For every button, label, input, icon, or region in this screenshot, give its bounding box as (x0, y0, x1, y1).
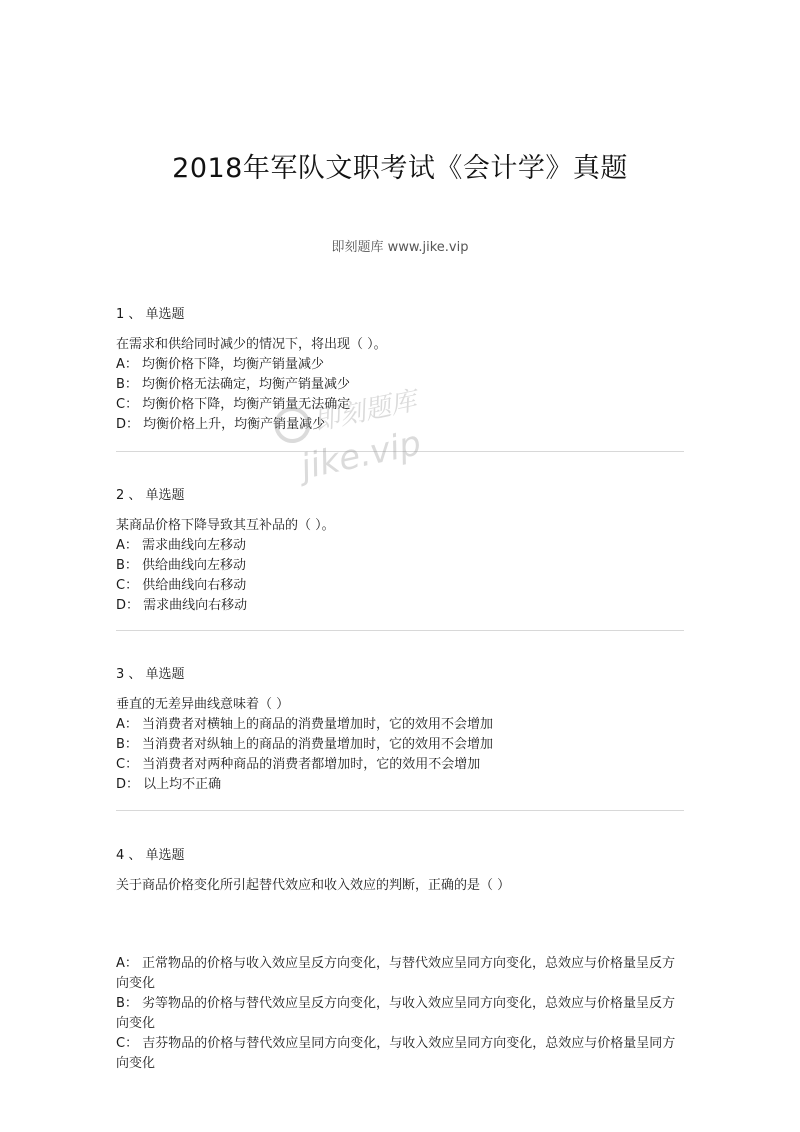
option-c: C： 当消费者对两种商品的消费者都增加时，它的效用不会增加 (116, 757, 481, 772)
option-c: C： 均衡价格下降，均衡产销量无法确定 (116, 397, 351, 412)
question-divider (116, 451, 684, 452)
question-number: 4 、 单选题 (116, 848, 185, 863)
question-stem: 在需求和供给同时减少的情况下，将出现（ ）。 (116, 337, 387, 352)
option-b: B： 供给曲线向左移动 (116, 558, 247, 573)
question-number: 2 、 单选题 (116, 488, 185, 503)
watermark-text-cn: 即刻题库 (311, 386, 420, 438)
option-b: B： 当消费者对纵轴上的商品的消费量增加时，它的效用不会增加 (116, 737, 494, 752)
page-subtitle: 即刻题库 www.jike.vip (331, 240, 469, 255)
option-d: D： 均衡价格上升，均衡产销量减少 (116, 417, 326, 432)
watermark-text-en: jike.vip (297, 423, 425, 488)
question-stem: 某商品价格下降导致其互补品的（ ）。 (116, 518, 335, 533)
question-number: 3 、 单选题 (116, 667, 185, 682)
page-title: 2018年军队文职考试《会计学》真题 (172, 153, 628, 184)
question-stem: 关于商品价格变化所引起替代效应和收入效应的判断，正确的是（ ） (116, 878, 511, 893)
question-3 (116, 665, 684, 795)
option-a: A： 当消费者对横轴上的商品的消费量增加时，它的效用不会增加 (116, 717, 494, 732)
option-b: B： 均衡价格无法确定，均衡产销量减少 (116, 377, 351, 392)
question-4 (116, 846, 684, 1074)
option-c: C： 供给曲线向右移动 (116, 578, 247, 593)
question-divider (116, 630, 684, 631)
question-2 (116, 486, 684, 616)
question-stem: 垂直的无差异曲线意味着（ ） (116, 697, 290, 712)
question-divider (116, 810, 684, 811)
option-d: D： 需求曲线向右移动 (116, 598, 248, 613)
blank-space (116, 896, 684, 954)
option-b: B： 劣等物品的价格与替代效应呈反方向变化，与收入效应呈同方向变化，总效应与价格量呈反方向变化 (116, 996, 676, 1031)
question-1 (116, 305, 684, 438)
option-c: C： 吉芬物品的价格与替代效应呈同方向变化，与收入效应呈同方向变化，总效应与价格量呈同方向变化 (116, 1036, 676, 1071)
option-a: A： 均衡价格下降，均衡产销量减少 (116, 357, 325, 372)
question-number: 1 、 单选题 (116, 307, 185, 322)
option-a: A： 正常物品的价格与收入效应呈反方向变化，与替代效应呈同方向变化，总效应与价格量呈反方向变化 (116, 956, 676, 991)
option-a: A： 需求曲线向左移动 (116, 538, 247, 553)
option-d: D： 以上均不正确 (116, 777, 222, 792)
